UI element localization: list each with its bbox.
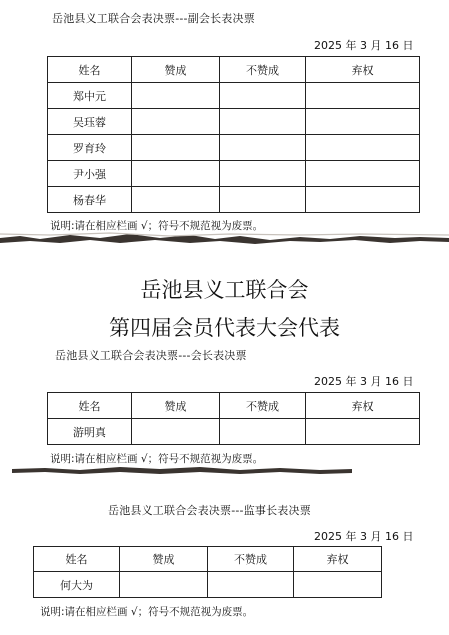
ballot3-title: 岳池县义工联合会表决票---监事长表决票: [108, 504, 311, 517]
header-name: 姓名: [34, 547, 120, 572]
approve-cell[interactable]: [132, 187, 220, 213]
candidate-name: 游明真: [48, 419, 132, 445]
candidate-name: 何大为: [34, 572, 120, 598]
disapprove-cell[interactable]: [208, 572, 294, 598]
disapprove-cell[interactable]: [220, 109, 306, 135]
header-abstain: 弃权: [294, 547, 382, 572]
ballot2-header-row: [48, 393, 420, 419]
ballot3-table: [33, 546, 382, 598]
header-abstain: 弃权: [306, 393, 420, 419]
disapprove-cell[interactable]: [220, 83, 306, 109]
candidate-name: 尹小强: [48, 161, 132, 187]
ballot2-date: 2025 年 3 月 16 日: [314, 375, 414, 388]
table-row: [48, 187, 420, 213]
header-disapprove: 不赞成: [220, 57, 306, 83]
header-name: 姓名: [48, 393, 132, 419]
approve-cell[interactable]: [120, 572, 208, 598]
torn-edge-divider: [0, 226, 449, 248]
ballot2-title: 岳池县义工联合会表决票---会长表决票: [55, 349, 247, 362]
header-name: 姓名: [48, 57, 132, 83]
approve-cell[interactable]: [132, 419, 220, 445]
disapprove-cell[interactable]: [220, 187, 306, 213]
table-row: [34, 572, 382, 598]
ballot3-date: 2025 年 3 月 16 日: [314, 530, 414, 543]
header-disapprove: 不赞成: [220, 393, 306, 419]
ballot1-title: 岳池县义工联合会表决票---副会长表决票: [52, 12, 255, 25]
ballot3-note: 说明:请在相应栏画 √；符号不规范视为废票。: [40, 606, 254, 618]
abstain-cell[interactable]: [306, 187, 420, 213]
approve-cell[interactable]: [132, 135, 220, 161]
candidate-name: 郑中元: [48, 83, 132, 109]
ballot1-note: 说明:请在相应栏画 √；符号不规范视为废票。: [50, 220, 264, 232]
approve-cell[interactable]: [132, 161, 220, 187]
table-row: [48, 135, 420, 161]
ballot1-header-row: [48, 57, 420, 83]
abstain-cell[interactable]: [294, 572, 382, 598]
approve-cell[interactable]: [132, 109, 220, 135]
abstain-cell[interactable]: [306, 419, 420, 445]
header-disapprove: 不赞成: [208, 547, 294, 572]
ballot1-date: 2025 年 3 月 16 日: [314, 39, 414, 52]
org-heading: 岳池县义工联合会: [140, 278, 309, 302]
header-approve: 赞成: [132, 393, 220, 419]
table-row: [48, 161, 420, 187]
abstain-cell[interactable]: [306, 135, 420, 161]
disapprove-cell[interactable]: [220, 161, 306, 187]
disapprove-cell[interactable]: [220, 135, 306, 161]
header-abstain: 弃权: [306, 57, 420, 83]
disapprove-cell[interactable]: [220, 419, 306, 445]
abstain-cell[interactable]: [306, 83, 420, 109]
congress-heading: 第四届会员代表大会代表: [109, 316, 340, 340]
header-approve: 赞成: [120, 547, 208, 572]
abstain-cell[interactable]: [306, 109, 420, 135]
ballot2-table: [47, 392, 420, 445]
table-row: [48, 419, 420, 445]
approve-cell[interactable]: [132, 83, 220, 109]
ballot3-header-row: [34, 547, 382, 572]
candidate-name: 吴珏蓉: [48, 109, 132, 135]
table-row: [48, 109, 420, 135]
abstain-cell[interactable]: [306, 161, 420, 187]
torn-edge-divider: [0, 460, 449, 480]
candidate-name: 杨春华: [48, 187, 132, 213]
table-row: [48, 83, 420, 109]
header-approve: 赞成: [132, 57, 220, 83]
ballot1-table: [47, 56, 420, 213]
ballot2-note: 说明:请在相应栏画 √；符号不规范视为废票。: [50, 453, 264, 465]
candidate-name: 罗育玲: [48, 135, 132, 161]
